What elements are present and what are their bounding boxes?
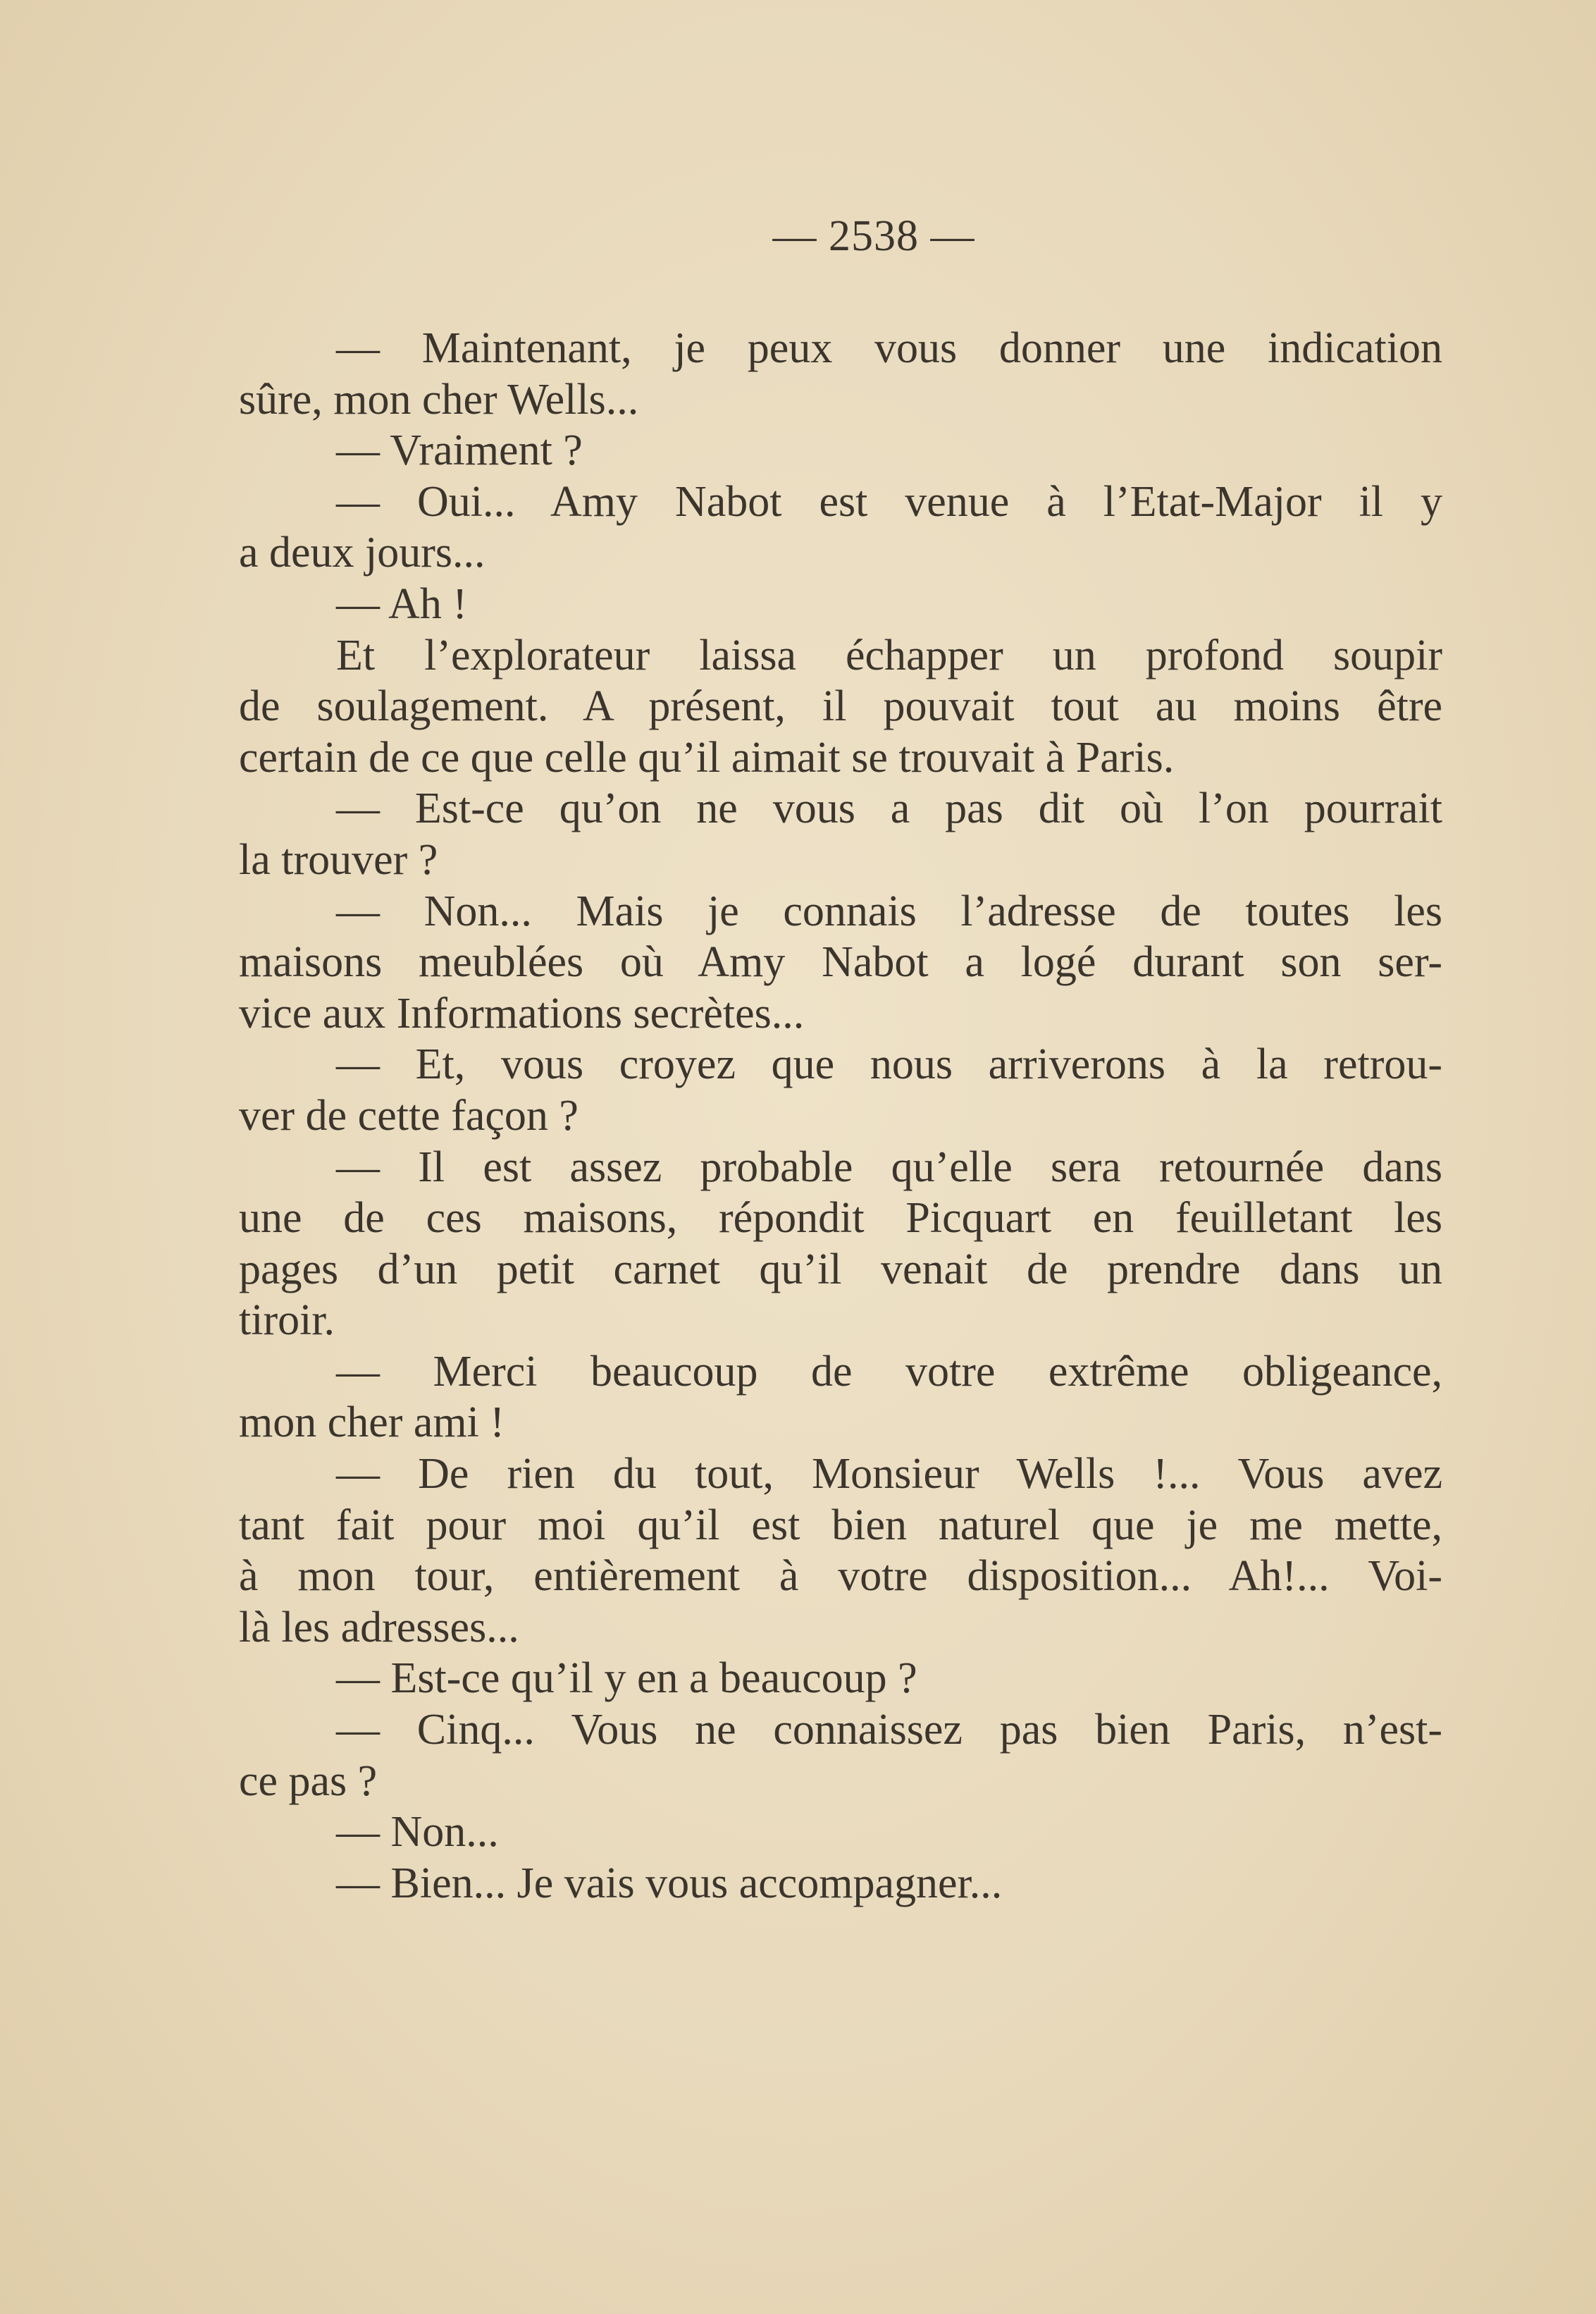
text-line: — Il est assez probable qu’elle sera retournée dans: [336, 1143, 1442, 1191]
text-line: — Non... Mais je connais l’adresse de toutes les: [336, 887, 1442, 935]
paragraph: [239, 1039, 1442, 1141]
text-line: pages d’un petit carnet qu’il venait de prendre dans un: [239, 1245, 1442, 1293]
paragraph: [239, 1346, 1442, 1448]
page-body-text: [239, 323, 1442, 1909]
text-line: a deux jours...: [239, 529, 485, 577]
paragraph: [239, 1858, 1442, 1909]
text-line: — Est-ce qu’on ne vous a pas dit où l’on pourrait: [336, 784, 1442, 833]
text-line: vice aux Informations secrètes...: [239, 989, 805, 1038]
text-line: — Maintenant, je peux vous donner une indication: [336, 324, 1442, 372]
text-line: mon cher ami !: [239, 1398, 505, 1447]
text-line: — Non...: [336, 1808, 499, 1857]
text-line: — Est-ce qu’il y en a beaucoup ?: [336, 1654, 917, 1703]
paragraph: [239, 1142, 1442, 1346]
paragraph: [239, 783, 1442, 885]
text-line: — Cinq... Vous ne connaissez pas bien Paris, n’est-: [336, 1706, 1442, 1754]
text-line: une de ces maisons, répondit Picquart en feuilletant les: [239, 1194, 1442, 1243]
paragraph: [239, 1807, 1442, 1858]
page-number: — 2538 —: [772, 212, 975, 260]
text-line: ce pas ?: [239, 1756, 378, 1805]
paragraph: [239, 1448, 1442, 1653]
text-line: à mon tour, entièrement à votre disposition... Ah!... Voi-: [239, 1552, 1442, 1601]
paragraph: [239, 630, 1442, 784]
paragraph: [239, 1653, 1442, 1704]
paragraph: [239, 425, 1442, 476]
text-line: sûre, mon cher Wells...: [239, 375, 639, 424]
paragraph: [239, 476, 1442, 579]
text-line: la trouver ?: [239, 835, 438, 884]
text-line: là les adresses...: [239, 1603, 519, 1651]
text-line: tiroir.: [239, 1296, 335, 1345]
text-line: — Bien... Je vais vous accompagner...: [336, 1859, 1003, 1907]
text-line: certain de ce que celle qu’il aimait se trouvait à Paris.: [239, 733, 1175, 782]
text-line: ver de cette façon ?: [239, 1091, 579, 1140]
text-line: tant fait pour moi qu’il est bien naturel que je me mette,: [239, 1501, 1442, 1549]
text-line: — Et, vous croyez que nous arriverons à la retrou-: [336, 1040, 1442, 1089]
text-line: — Vraiment ?: [336, 426, 583, 475]
paragraph: [239, 1704, 1442, 1807]
paragraph: [239, 886, 1442, 1040]
text-line: — De rien du tout, Monsieur Wells !... Vous avez: [336, 1450, 1442, 1498]
text-line: — Merci beaucoup de votre extrême obligeance,: [336, 1347, 1442, 1396]
paragraph: [239, 323, 1442, 425]
text-line: maisons meublées où Amy Nabot a logé durant son ser-: [239, 938, 1442, 987]
text-line: — Oui... Amy Nabot est venue à l’Etat-Major il y: [336, 477, 1442, 526]
text-line: Et l’explorateur laissa échapper un profond soupir: [336, 631, 1442, 679]
paragraph: [239, 579, 1442, 630]
text-line: de soulagement. A présent, il pouvait tout au moins être: [239, 682, 1442, 731]
text-line: — Ah !: [336, 579, 467, 628]
